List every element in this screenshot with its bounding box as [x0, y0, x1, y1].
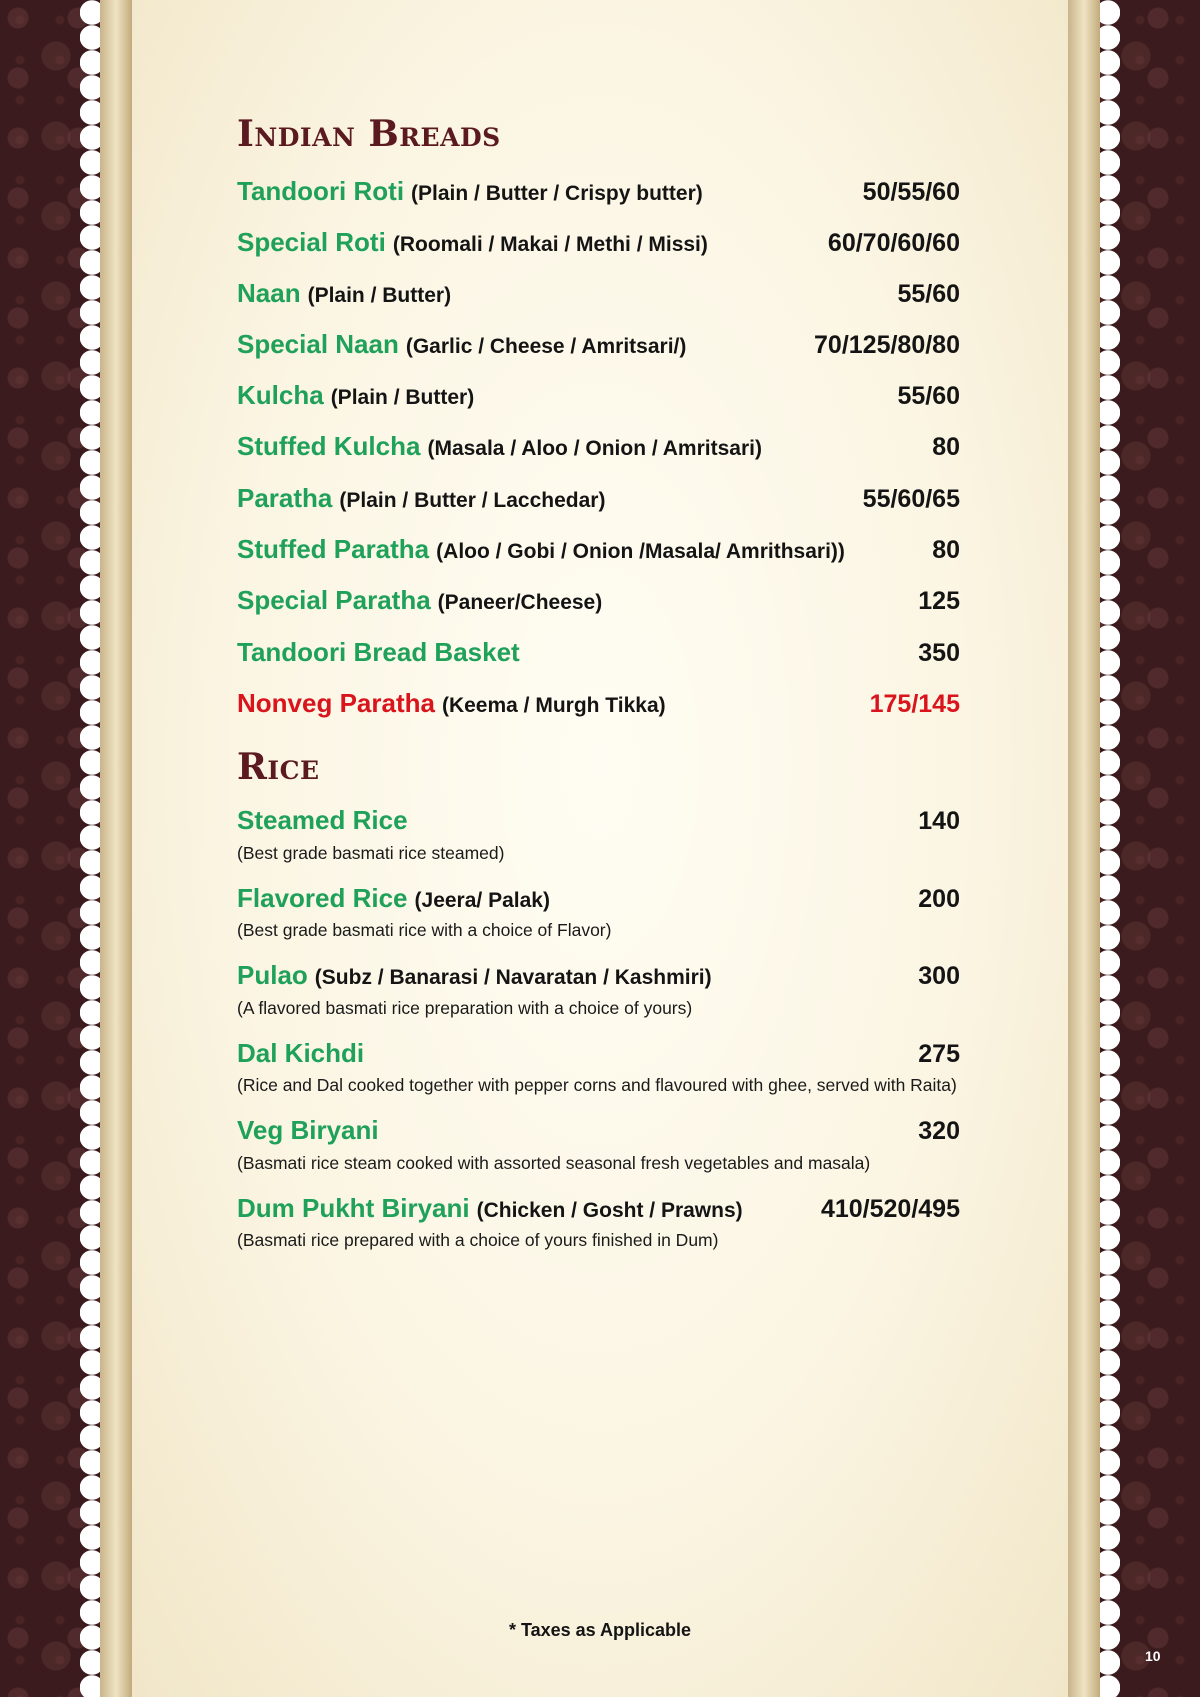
item-name: Stuffed Paratha — [237, 534, 430, 564]
item-description: (Best grade basmati rice with a choice of Flavor) — [237, 920, 612, 940]
item-name: Pulao — [237, 960, 308, 990]
item-options: (Chicken / Gosht / Prawns) — [476, 1199, 743, 1222]
item-price: 55/60/65 — [862, 485, 960, 513]
item-options: (Jeera/ Palak) — [414, 889, 550, 912]
item-price: 200 — [918, 885, 960, 913]
item-price: 125 — [918, 587, 960, 615]
item-price: 275 — [918, 1040, 960, 1068]
item-description: (Basmati rice prepared with a choice of yours finished in Dum) — [237, 1230, 719, 1250]
item-price: 70/125/80/80 — [814, 331, 960, 359]
menu-item-special-paratha — [237, 585, 960, 619]
item-options: (Masala / Aloo / Onion / Amritsari) — [427, 437, 762, 460]
menu-item-pulao — [237, 960, 960, 994]
menu-item-veg-biryani — [237, 1115, 960, 1149]
item-name: Dal Kichdi — [237, 1038, 365, 1068]
item-description: (A flavored basmati rice preparation with a choice of yours) — [237, 998, 693, 1018]
menu-item-tandoori-roti — [237, 176, 960, 210]
item-name: Veg Biryani — [237, 1115, 379, 1145]
menu-item-special-naan — [237, 329, 960, 363]
item-options: (Plain / Butter) — [307, 284, 452, 307]
item-options: (Aloo / Gobi / Onion /Masala/ Amrithsari)) — [436, 540, 845, 563]
item-options: (Keema / Murgh Tikka) — [441, 694, 666, 717]
item-price: 300 — [918, 962, 960, 990]
item-options: (Paneer/Cheese) — [437, 591, 603, 614]
item-name: Dum Pukht Biryani — [237, 1193, 470, 1223]
item-price: 55/60 — [897, 280, 960, 308]
menu-item-nonveg-paratha — [237, 688, 960, 722]
menu-item-stuffed-paratha — [237, 534, 960, 568]
item-options: (Plain / Butter / Lacchedar) — [339, 489, 606, 512]
menu-item-naan — [237, 278, 960, 312]
menu-item-steamed-rice — [237, 805, 960, 839]
item-price: 320 — [918, 1117, 960, 1145]
item-name: Special Paratha — [237, 585, 431, 615]
item-name: Nonveg Paratha — [237, 688, 435, 718]
item-name: Flavored Rice — [237, 883, 408, 913]
menu-item-tandoori-bread-basket — [237, 637, 960, 671]
item-description: (Rice and Dal cooked together with pepper corns and flavoured with ghee, served with Raita) — [237, 1075, 957, 1095]
menu-item-kulcha — [237, 380, 960, 414]
right-gold-strip — [1068, 0, 1100, 1697]
item-options: (Roomali / Makai / Methi / Missi) — [392, 233, 708, 256]
item-name: Stuffed Kulcha — [237, 431, 421, 461]
item-options: (Plain / Butter) — [330, 386, 475, 409]
item-options: (Garlic / Cheese / Amritsari/) — [405, 335, 687, 358]
item-price: 50/55/60 — [862, 178, 960, 206]
menu-item-dal-kichdi — [237, 1038, 960, 1072]
item-price: 175/145 — [869, 690, 960, 718]
item-price: 80 — [932, 536, 960, 564]
item-name: Tandoori Bread Basket — [237, 637, 520, 667]
section-title-rice: Rice — [237, 746, 320, 788]
item-name: Naan — [237, 278, 301, 308]
item-name: Special Roti — [237, 227, 386, 257]
item-price: 410/520/495 — [820, 1195, 960, 1223]
item-name: Tandoori Roti — [237, 176, 405, 206]
menu-item-paratha — [237, 483, 960, 517]
menu-item-special-roti — [237, 227, 960, 261]
section-title-indian-breads: Indian Breads — [237, 113, 501, 155]
item-name: Steamed Rice — [237, 805, 408, 835]
item-name: Special Naan — [237, 329, 399, 359]
left-gold-strip — [100, 0, 132, 1697]
item-name: Paratha — [237, 483, 333, 513]
item-description: (Best grade basmati rice steamed) — [237, 843, 505, 863]
page-number: 10 — [1145, 1648, 1161, 1664]
item-price: 140 — [918, 807, 960, 835]
menu-item-flavored-rice — [237, 883, 960, 917]
menu-item-dum-pukht-biryani — [237, 1193, 960, 1227]
item-price: 350 — [918, 639, 960, 667]
menu-item-stuffed-kulcha — [237, 431, 960, 465]
item-price: 55/60 — [897, 382, 960, 410]
item-options: (Subz / Banarasi / Navaratan / Kashmiri) — [314, 966, 712, 989]
item-price: 60/70/60/60 — [827, 229, 960, 257]
item-name: Kulcha — [237, 380, 324, 410]
item-description: (Basmati rice steam cooked with assorted seasonal fresh vegetables and masala) — [237, 1153, 871, 1173]
item-options: (Plain / Butter / Crispy butter) — [411, 182, 703, 205]
taxes-note: * Taxes as Applicable — [508, 1620, 692, 1640]
item-price: 80 — [932, 433, 960, 461]
